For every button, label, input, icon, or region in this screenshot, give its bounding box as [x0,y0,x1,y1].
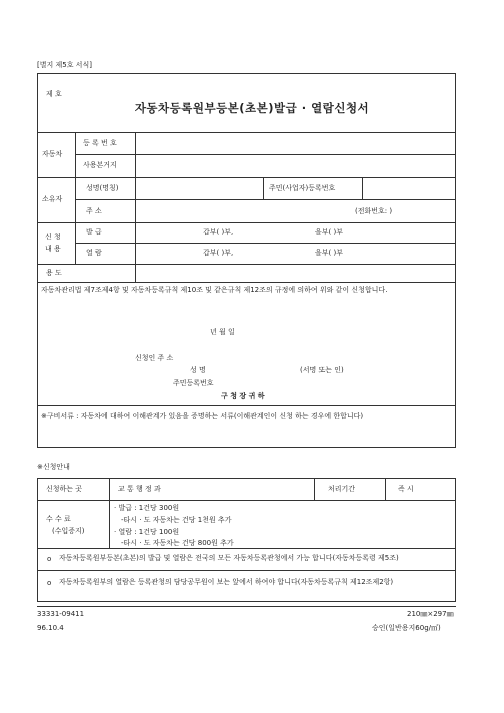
applicant-name-label: 성 명 [190,366,206,374]
period-label: 처리기간 [328,485,356,493]
guide-heading: ※신청안내 [37,463,70,471]
owner-name-label: 성명(명칭) [86,184,119,192]
issue-label: 발 급 [86,228,102,236]
owner-address-label: 주 소 [86,207,102,215]
declaration-text: 자동차관리법 제7조제4항 및 자동차등록규칙 제10조 및 같은규칙 제12조의 규정에 의하여 위와 같이 신청합니다. [41,286,388,294]
note-bullet-icon: o [47,555,52,563]
period-value: 즉 시 [398,485,414,493]
paper-spec: 승인(일반용지60g/㎡) [372,624,441,632]
number-label: 제 호 [46,90,62,98]
fee-sublabel: (수입증지) [52,527,85,535]
required-documents-note: ※구비서류 : 자동차에 대하여 이해관계가 있음을 증명하는 서류(이해관계인이 신청 하는 경우에 한합니다) [41,412,364,420]
recipient: 구 청 장 귀 하 [221,392,265,400]
owner-address-field[interactable] [136,200,346,221]
view-gap-count[interactable]: 갑부( )부, [203,249,234,257]
applicant-address-label: 신청인 주 소 [135,354,174,362]
owner-name-field[interactable] [136,178,262,199]
purpose-field[interactable] [136,265,455,281]
where-label: 신청하는 곳 [46,485,83,493]
garage-label: 사용본거지 [83,161,117,169]
fee-issue: · 발급 : 1건당 300원 [114,504,180,512]
view-eul-count[interactable]: 을부( )부 [315,249,343,257]
fee-view: · 열람 : 1건당 100원 [114,528,180,536]
issue-gap-count[interactable]: 갑부( )부, [203,228,234,236]
view-label: 열 람 [86,249,102,257]
paper-size: 210㎜×297㎜ [407,610,454,618]
signature-label: (서명 또는 인) [300,366,344,374]
request-section-label-1: 신 청 [45,233,61,241]
applicant-id-label: 주민등록번호 [173,379,214,387]
owner-id-field[interactable] [363,178,455,199]
fee-view-extra: -타시 · 도 자동차는 건당 800원 추가 [121,539,234,547]
purpose-label: 용 도 [46,269,62,277]
form-title: 자동차등록원부등본(초본)발급 · 열람신청서 [134,101,370,115]
owner-phone-label: (전화번호: ) [355,207,393,215]
form-code: 33331-09411 [37,610,85,618]
vehicle-section-label: 자동차 [42,150,63,158]
guide-note-2: 자동차등록원부의 열람은 등록관청의 담당공무원이 보는 앞에서 하여야 합니다(자동차등록규칙 제12조제2항) [59,578,394,586]
owner-section-label: 소유자 [42,195,63,203]
request-section-label-2: 내 용 [45,245,61,253]
issue-eul-count[interactable]: 을부( )부 [315,228,343,236]
reg-no-label: 등 록 번 호 [83,139,117,147]
where-value: 교 통 행 정 과 [118,485,161,493]
reg-no-field[interactable] [136,133,455,154]
note-bullet-icon: o [47,579,52,587]
fee-label: 수 수 료 [46,515,71,523]
fee-issue-extra: -타시 · 도 자동차는 건당 1천원 추가 [121,516,232,524]
form-date: 96.10.4 [37,624,64,632]
garage-field[interactable] [136,155,455,176]
date-line: 년 월 일 [210,328,235,336]
owner-id-label: 주민(사업자)등록번호 [269,184,336,192]
form-label: [별지 제5호 서식] [37,61,92,69]
guide-note-1: 자동차등록원부등본(초본)의 발급 및 열람은 전국의 모든 자동차등록관청에서 가능 합니다(자동차등록령 제5조) [59,554,399,562]
